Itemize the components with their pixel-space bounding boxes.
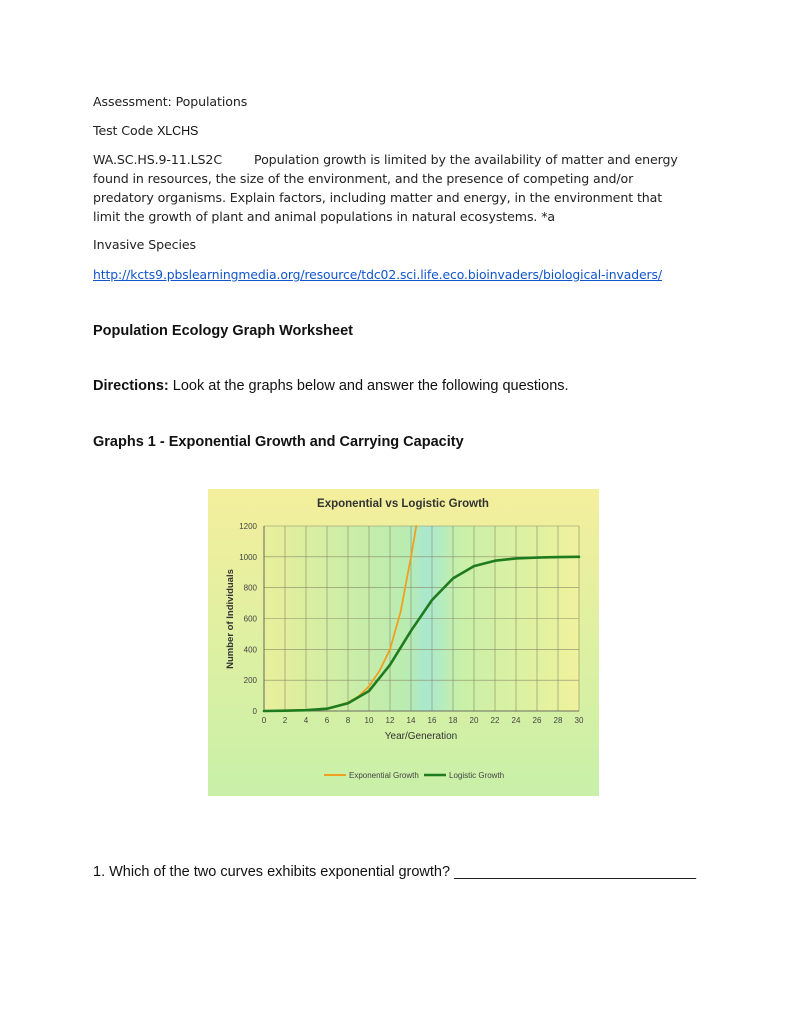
standard-text: Population growth is limited by the availability of matter and energy found in resources, the size of the environment, and the presence of competing and/or predatory organisms. Explain factors, including matter and energy, in the environment that limit the growth of plant and animal populations in natural ecosystems. *a <box>93 152 678 224</box>
x-tick-label: 22 <box>490 716 500 725</box>
y-tick-label: 400 <box>243 645 257 655</box>
test-code <box>93 123 198 138</box>
assessment-title: Assessment: Populations <box>93 94 248 109</box>
x-tick-label: 6 <box>324 716 330 725</box>
directions <box>93 378 569 394</box>
x-tick-label: 8 <box>345 716 351 725</box>
x-tick-label: 10 <box>364 716 374 725</box>
x-tick-label: 4 <box>303 716 309 725</box>
question-1 <box>93 864 696 880</box>
y-tick-label: 600 <box>243 614 257 624</box>
x-tick-label: 26 <box>532 716 542 725</box>
directions-text: Look at the graphs below and answer the following questions. <box>172 378 569 394</box>
resource-link[interactable]: http://kcts9.pbslearningmedia.org/resource/tdc02.sci.life.eco.bioinvaders/biological-invaders/ <box>93 267 662 282</box>
x-tick-label: 18 <box>448 716 458 725</box>
x-tick-label: 24 <box>511 716 521 725</box>
question-1-text: 1. Which of the two curves exhibits exponential growth? <box>93 864 451 880</box>
x-tick-label: 28 <box>553 716 563 725</box>
growth-chart-svg <box>208 489 599 796</box>
x-tick-label: 0 <box>261 716 267 725</box>
topic-label: Invasive Species <box>93 237 196 252</box>
x-tick-label: 16 <box>427 716 437 725</box>
resource-link-wrap <box>93 267 662 282</box>
legend <box>324 771 504 780</box>
test-code-value: XLCHS <box>157 124 199 138</box>
y-tick-label: 0 <box>252 707 257 716</box>
y-axis-label: Number of Individuals <box>225 569 236 669</box>
section-title: Graphs 1 - Exponential Growth and Carrying Capacity <box>93 434 464 450</box>
test-code-label: Test Code <box>93 123 154 138</box>
standard-code: WA.SC.HS.9-11.LS2C <box>93 152 223 167</box>
legend-label-logistic: Logistic Growth <box>449 771 505 780</box>
y-tick-label: 800 <box>243 583 257 593</box>
x-tick-label: 2 <box>282 716 288 725</box>
growth-chart <box>208 489 599 796</box>
y-tick-label: 1000 <box>239 552 257 562</box>
standard-paragraph <box>93 150 693 226</box>
x-tick-label: 20 <box>469 716 479 725</box>
x-tick-label: 30 <box>574 716 584 725</box>
legend-label-exponential: Exponential Growth <box>349 771 419 780</box>
worksheet-title: Population Ecology Graph Worksheet <box>93 323 353 339</box>
x-axis-label: Year/Generation <box>384 731 458 742</box>
y-tick-label: 200 <box>243 676 257 686</box>
x-tick-label: 12 <box>385 716 395 725</box>
x-tick-label: 14 <box>406 716 416 725</box>
directions-label: Directions: <box>93 378 169 394</box>
y-tick-label: 1200 <box>239 522 257 531</box>
chart-title: Exponential vs Logistic Growth <box>317 498 489 510</box>
answer-blank[interactable]: ______________________________ <box>454 864 697 880</box>
